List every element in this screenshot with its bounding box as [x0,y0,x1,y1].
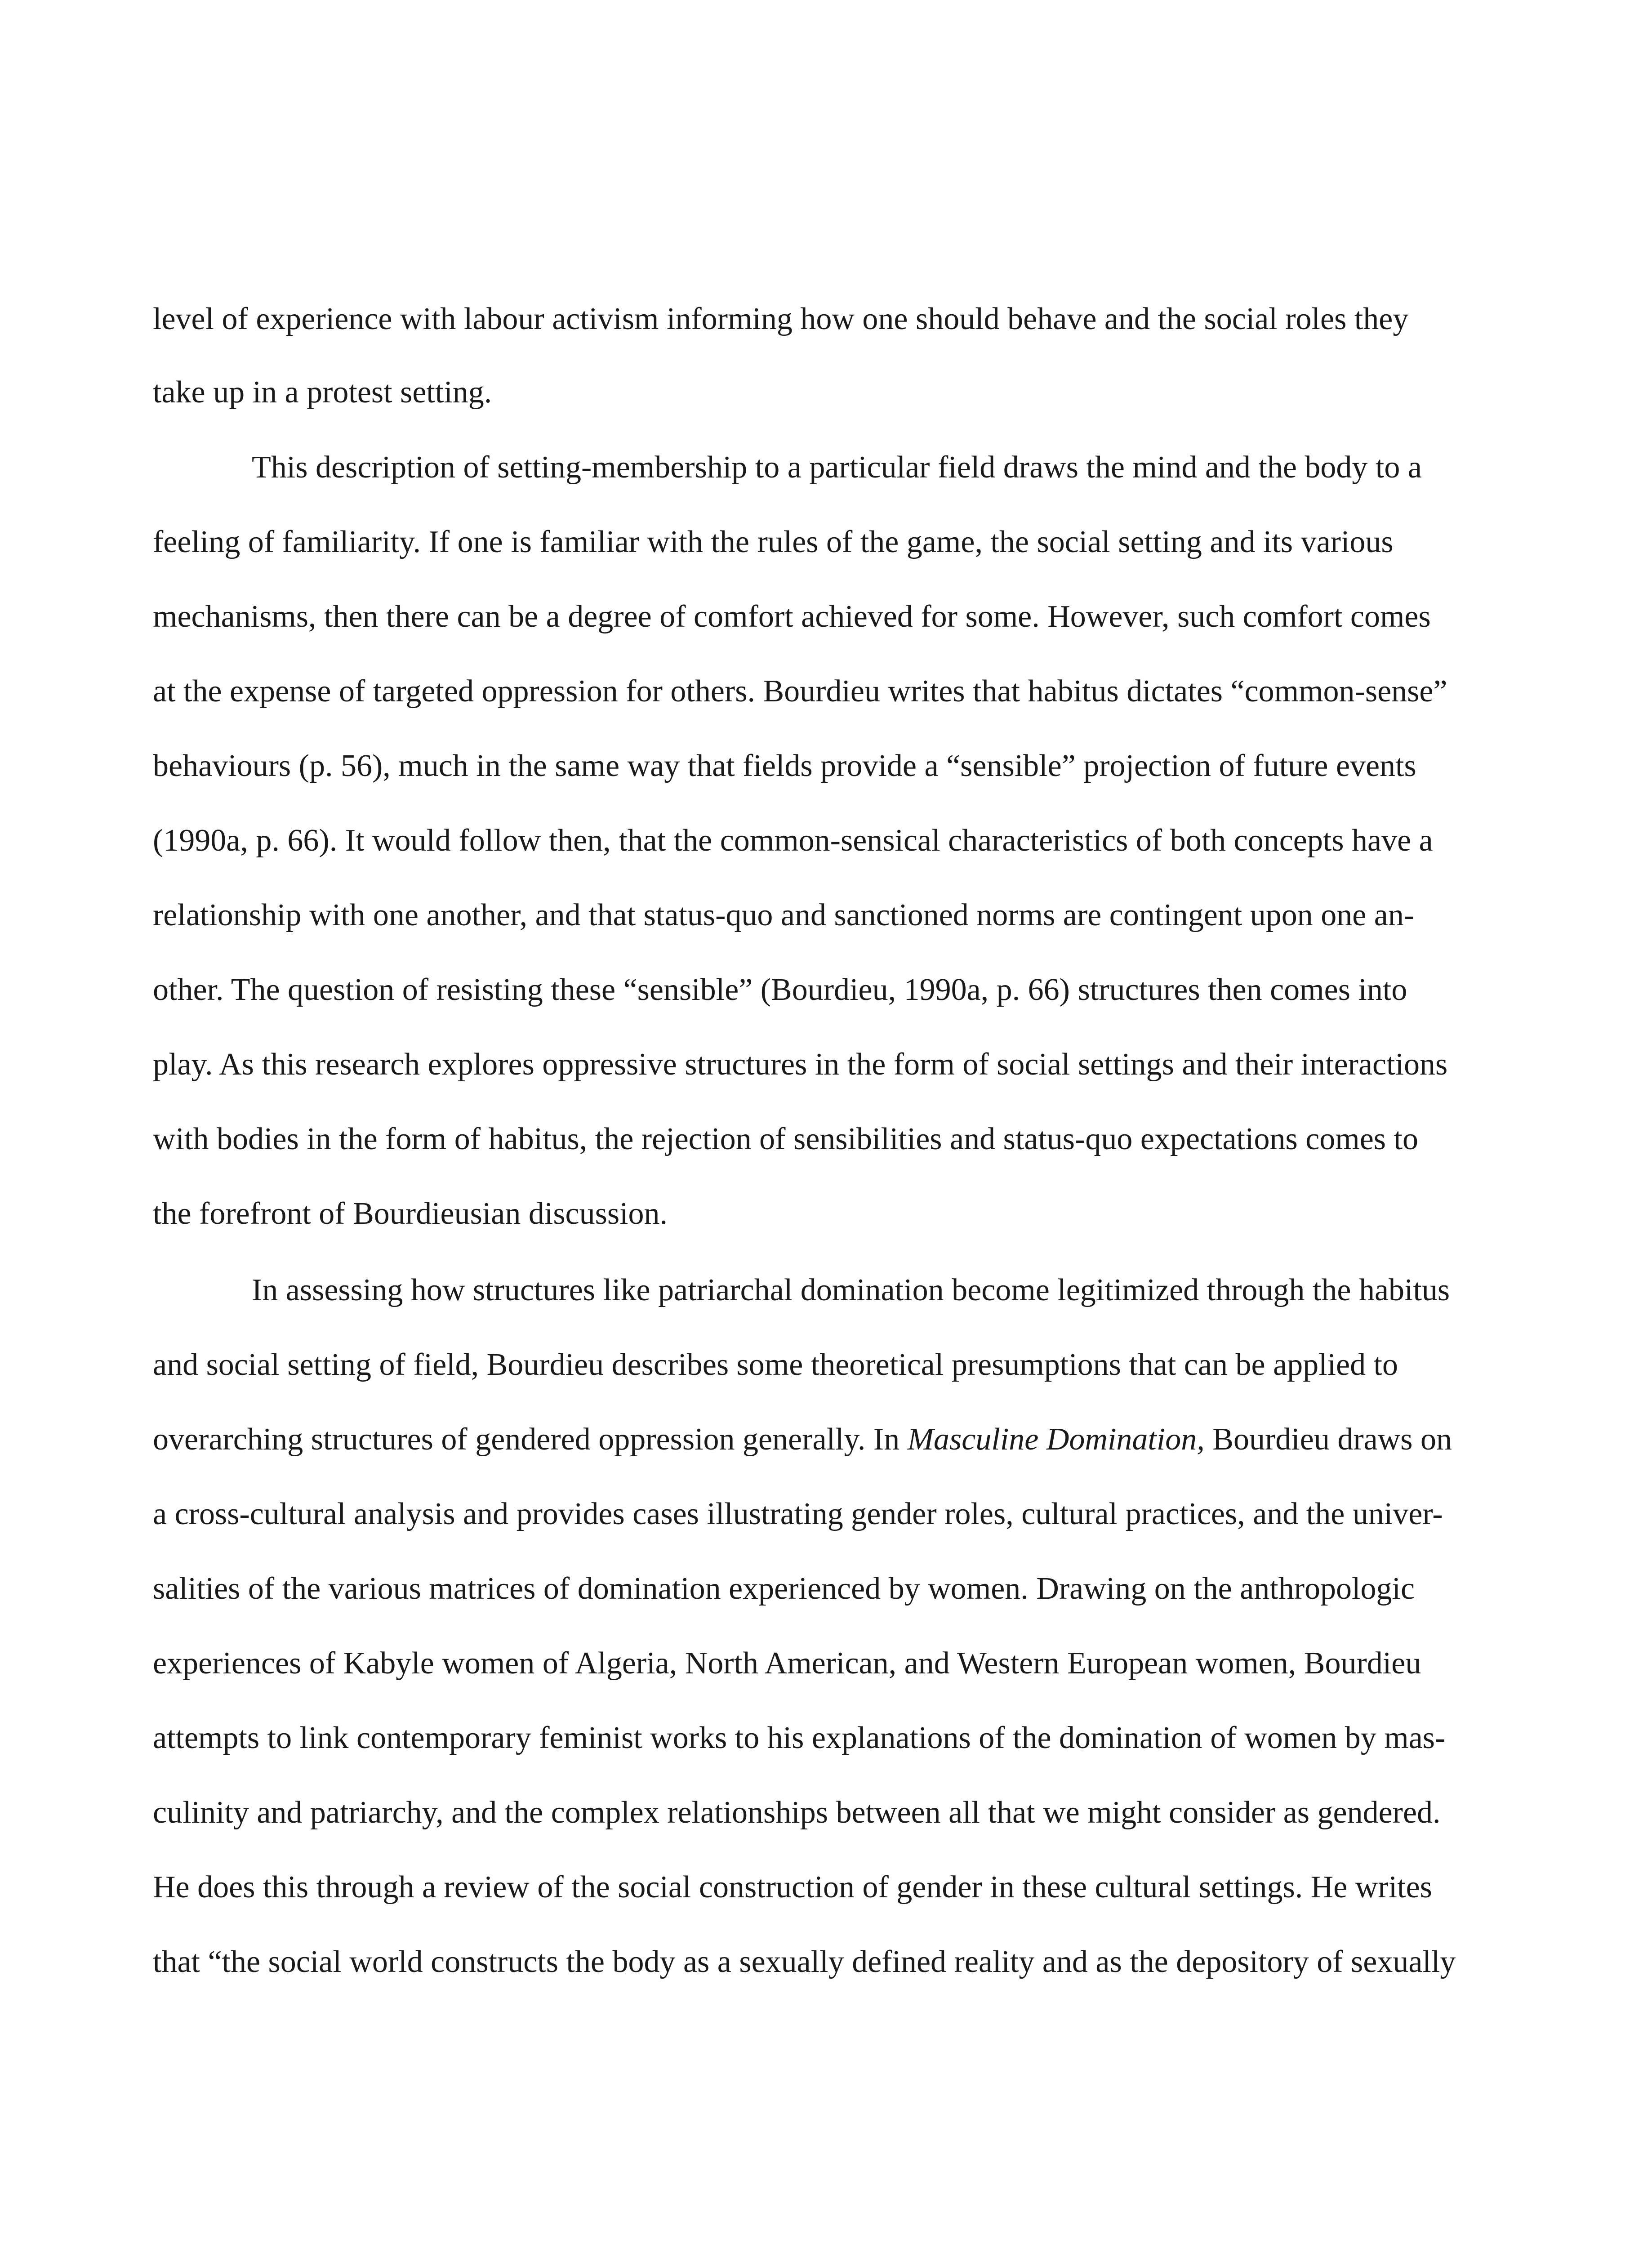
text-line: mechanisms, then there can be a degree of comfort achieved for some. However, such comfort comes [153,599,1431,634]
text-line-with-title [153,1422,1452,1458]
text-segment: Bourdieu draws on [1204,1422,1452,1457]
paragraph-first-line: In assessing how structures like patriarchal domination become legitimized through the habitus [252,1273,1450,1307]
text-line: culinity and patriarchy, and the complex relationships between all that we might consider as gendered. [153,1795,1441,1830]
text-line: behaviours (p. 56), much in the same way that fields provide a “sensible” projection of future events [153,749,1416,783]
book-title: Masculine Domination, [907,1422,1205,1457]
text-line: other. The question of resisting these “sensible” (Bourdieu, 1990a, p. 66) structures then comes into [153,972,1407,1007]
text-line: (1990a, p. 66). It would follow then, that the common-sensical characteristics of both concepts have a [153,823,1433,858]
text-line: take up in a protest setting. [153,375,492,410]
text-line: play. As this research explores oppressive structures in the form of social settings and their interactions [153,1047,1448,1082]
text-line: a cross-cultural analysis and provides cases illustrating gender roles, cultural practices, and the univer- [153,1497,1443,1531]
text-line: at the expense of targeted oppression for others. Bourdieu writes that habitus dictates “common-sense” [153,674,1447,709]
text-line: experiences of Kabyle women of Algeria, North American, and Western European women, Bourdieu [153,1646,1421,1681]
paragraph-first-line: This description of setting-membership to a particular field draws the mind and the body to a [252,450,1422,485]
text-segment: overarching structures of gendered oppression generally. In [153,1422,908,1457]
text-line: attempts to link contemporary feminist works to his explanations of the domination of women by mas- [153,1721,1446,1755]
text-line: with bodies in the form of habitus, the rejection of sensibilities and status-quo expectations comes to [153,1122,1418,1156]
text-line: level of experience with labour activism informing how one should behave and the social roles they [153,302,1409,336]
text-line: relationship with one another, and that status-quo and sanctioned norms are contingent upon one an- [153,898,1415,932]
text-line: feeling of familiarity. If one is familiar with the rules of the game, the social setting and its various [153,525,1394,559]
text-line: that “the social world constructs the body as a sexually defined reality and as the depository of sexually [153,1945,1456,1979]
text-line: salities of the various matrices of domination experienced by women. Drawing on the anthropologic [153,1571,1415,1606]
text-line: and social setting of field, Bourdieu describes some theoretical presumptions that can be applied to [153,1347,1398,1382]
text-line: the forefront of Bourdieusian discussion. [153,1196,668,1231]
text-line: He does this through a review of the social construction of gender in these cultural settings. He writes [153,1870,1432,1905]
